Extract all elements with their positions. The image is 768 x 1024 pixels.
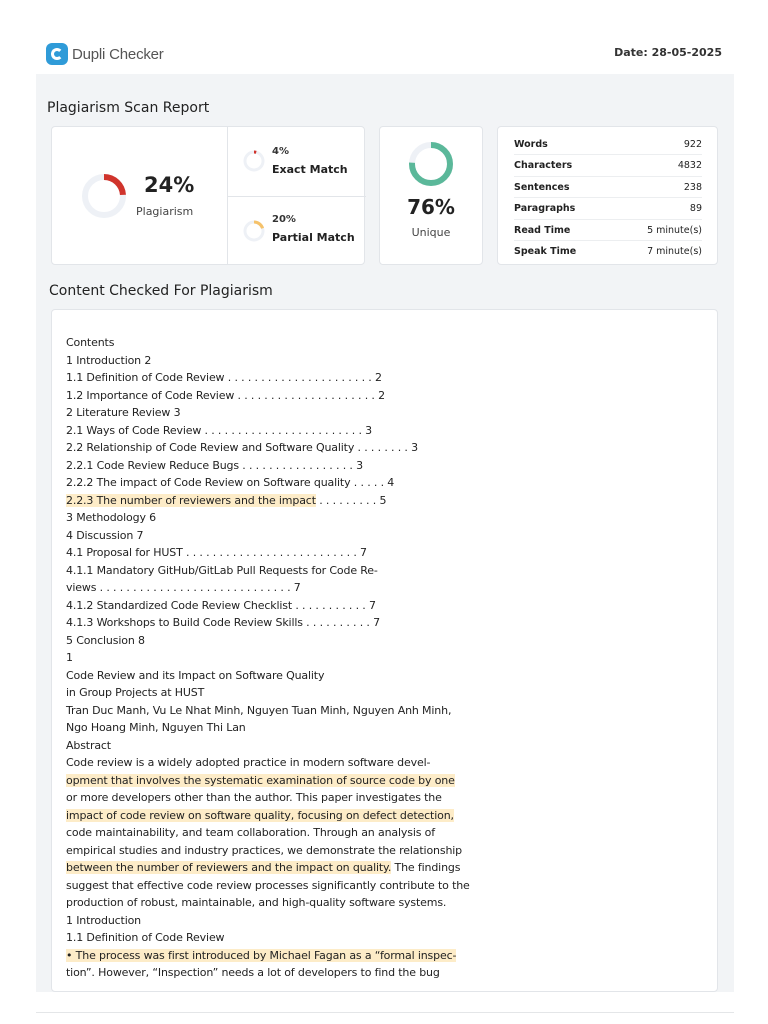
stat-row-paragraphs [514,198,702,219]
content-line [66,824,706,842]
content-line [66,667,706,685]
unique-card [379,126,483,265]
brand-logo[interactable] [46,42,164,66]
content-text: 1.1 Definition of Code Review . . . . . . . . . . . . . . . . . . . . . . 2 [66,371,382,384]
content-line [66,562,706,580]
donut-track [245,152,263,170]
highlighted-match-text[interactable]: • The process was first introduced by Michael Fagan as a “formal inspec- [66,948,457,962]
content-text: 1.2 Importance of Code Review . . . . . . . . . . . . . . . . . . . . . 2 [66,388,385,402]
content-line [66,457,706,475]
content-text: or more developers other than the author. This paper investigates the [66,791,442,804]
content-line [66,387,706,405]
stat-row-speak-time [514,241,702,262]
content-line [66,719,706,737]
content-text: production of robust, maintainable, and high-quality software systems. [66,896,447,909]
content-line [66,859,706,877]
content-text: 2.1 Ways of Code Review . . . . . . . . . . . . . . . . . . . . . . . . 3 [66,423,373,437]
content-text: Contents [66,336,115,349]
stat-label: Words [514,139,548,150]
content-text: empirical studies and industry practices, we demonstrate the relationship [66,843,463,857]
exact-match-label: Exact Match [272,163,348,176]
content-line [66,527,706,545]
stat-label: Characters [514,160,573,172]
stat-value: 238 [683,181,702,193]
content-line [66,737,706,755]
partial-match-label: Partial Match [272,231,355,244]
content-text: 1 [66,651,73,664]
partial-match-donut [243,220,265,242]
content-line [66,439,706,457]
report-date: Date: 28-05-2025 [614,46,722,59]
content-line [66,492,706,510]
content-text: 2.2.1 Code Review Reduce Bugs . . . . . . . . . . . . . . . . . 3 [66,458,363,472]
content-line [66,842,706,860]
content-line [66,964,706,982]
stats-list [514,134,702,262]
content-line [66,894,706,912]
content-text: 1.1 Definition of Code Review [66,931,225,944]
header-bar [36,28,734,74]
card-divider [227,196,366,197]
content-text: tion”. However, “Inspection” needs a lot of developers to find the bug [66,966,440,979]
content-line [66,807,706,825]
partial-match-percent: 20% [272,214,296,225]
content-line [66,474,706,492]
content-text: Code review is a widely adopted practice in modern software devel- [66,756,431,769]
plagiarism-percent: 24% [144,173,195,197]
stat-label: Speak Time [514,245,577,257]
content-line [66,422,706,440]
content-line [66,929,706,947]
checked-content-box[interactable] [51,309,718,992]
content-text: 1 Introduction [66,913,142,927]
exact-match-percent: 4% [272,146,289,157]
highlighted-match-text[interactable]: opment that involves the systematic examination of source code by one [66,773,455,787]
content-text: views . . . . . . . . . . . . . . . . . . . . . . . . . . . . . 7 [66,581,301,594]
unique-donut-chart [407,140,455,188]
content-text: 5 Conclusion 8 [66,633,145,647]
plagiarism-donut-chart [80,172,128,220]
content-text: in Group Projects at HUST [66,686,205,699]
content-line [66,649,706,667]
content-line [66,684,706,702]
content-line [66,369,706,387]
content-text: The findings [391,861,461,874]
content-text: suggest that effective code review processes significantly contribute to the [66,878,470,892]
content-text: 3 Methodology 6 [66,511,157,524]
content-text: 2 Literature Review 3 [66,406,181,419]
content-line [66,597,706,615]
plagiarism-summary-card [51,126,365,265]
content-text: . . . . . . . . . 5 [315,493,387,507]
content-text: Code Review and its Impact on Software Quality [66,668,325,682]
content-text: code maintainability, and team collaboration. Through an analysis of [66,826,435,839]
footer-divider [36,1012,734,1013]
content-text: 4.1.1 Mandatory GitHub/GitLab Pull Requests for Code Re- [66,563,378,577]
stat-value: 5 minute(s) [647,224,702,236]
content-line [66,614,706,632]
content-text: 2.2 Relationship of Code Review and Software Quality . . . . . . . . 3 [66,441,418,454]
content-text: Ngo Hoang Minh, Nguyen Thi Lan [66,721,246,734]
content-line [66,579,706,597]
exact-match-donut [243,150,265,172]
content-text: 4.1.2 Standardized Code Review Checklist . . . . . . . . . . . 7 [66,598,376,612]
content-line [66,544,706,562]
stat-value: 922 [683,139,702,150]
stat-label: Sentences [514,181,570,193]
report-title: Plagiarism Scan Report [47,100,210,116]
content-line [66,404,706,422]
content-text: 4.1.3 Workshops to Build Code Review Skills . . . . . . . . . . 7 [66,616,380,629]
unique-label: Unique [411,226,451,239]
stat-label: Read Time [514,224,571,236]
content-text: 4.1 Proposal for HUST . . . . . . . . . . . . . . . . . . . . . . . . . . 7 [66,546,367,559]
content-line [66,509,706,527]
logo-icon [46,43,68,65]
content-line [66,754,706,772]
plagiarism-label: Plagiarism [136,205,194,218]
stat-value: 4832 [677,160,702,172]
content-section-title: Content Checked For Plagiarism [49,283,273,299]
unique-percent: 76% [407,195,455,219]
content-line [66,789,706,807]
stat-row-characters [514,155,702,176]
content-text: 2.2.2 The impact of Code Review on Software quality . . . . . 4 [66,476,395,489]
stat-row-words [514,134,702,155]
stat-value: 7 minute(s) [647,245,702,257]
content-line [66,947,706,965]
content-text: 1 Introduction 2 [66,353,152,367]
content-line [66,702,706,720]
content-line [66,352,706,370]
stat-row-sentences [514,177,702,198]
content-line [66,877,706,895]
content-line [66,912,706,930]
content-line [66,632,706,650]
stat-row-read-time [514,220,702,241]
stats-card [497,126,718,265]
content-text: Tran Duc Manh, Vu Le Nhat Minh, Nguyen Tuan Minh, Nguyen Anh Minh, [66,703,452,717]
highlighted-match-text[interactable]: 2.2.3 The number of reviewers and the impact [66,493,316,507]
highlighted-match-text[interactable]: impact of code review on software quality, focusing on defect detection, [66,808,454,822]
content-line [66,772,706,790]
stat-label: Paragraphs [514,203,576,215]
content-line [66,334,706,352]
brand-name: Dupli Checker [72,45,164,63]
content-text: 4 Discussion 7 [66,528,144,542]
content-text: Abstract [66,738,111,752]
highlighted-match-text[interactable]: between the number of reviewers and the impact on quality. [66,861,392,874]
stat-value: 89 [689,203,702,215]
checked-content-text [66,334,706,982]
